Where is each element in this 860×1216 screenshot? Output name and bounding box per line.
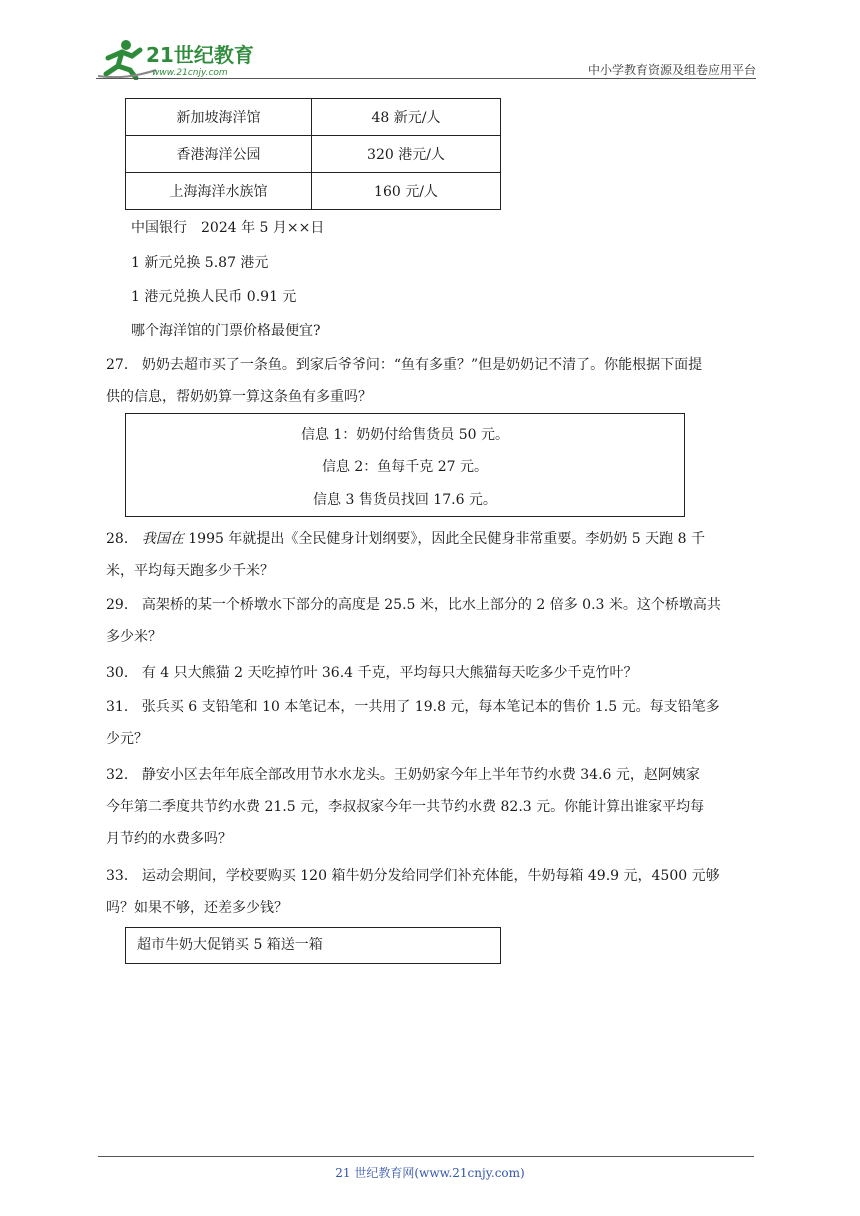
- header-platform-text: 中小学教育资源及组卷应用平台: [587, 63, 756, 77]
- question-text: 少元？: [106, 731, 148, 747]
- promo-box: 超市牛奶大促销买 5 箱送一箱: [125, 927, 501, 964]
- question-27: [106, 349, 762, 413]
- question-text: 吗？如果不够，还差多少钱？: [106, 900, 288, 916]
- question-text: 今年第二季度共节约水费 21.5 元，李叔叔家今年一共节约水费 82.3 元。你能计算出谁家平均每: [106, 799, 705, 815]
- question-number: 31．: [106, 699, 138, 715]
- question-number: 28．: [106, 531, 138, 547]
- price-cell: 160 元/人: [312, 173, 501, 210]
- question-number: 33．: [106, 868, 138, 884]
- logo-text: 21世纪教育: [146, 43, 254, 67]
- exchange-rate-1: 1 新元兑换 5.87 港元: [131, 255, 269, 271]
- header-divider: [96, 78, 756, 79]
- price-table: [125, 98, 501, 210]
- site-logo: [96, 36, 266, 80]
- venue-cell: 上海海洋水族馆: [126, 173, 312, 210]
- question-text: 运动会期间，学校要购买 120 箱牛奶分发给同学们补充体能，牛奶每箱 49.9 元，4500 元够: [141, 868, 720, 884]
- price-cell: 48 新元/人: [312, 99, 501, 136]
- venue-cell: 香港海洋公园: [126, 136, 312, 173]
- footer-link[interactable]: 21 世纪教育网(www.21cnjy.com): [335, 1166, 525, 1180]
- question-30: [106, 657, 762, 689]
- question-text: 1995 年就提出《全民健身计划纲要》，因此全民健身非常重要。李奶奶 5 天跑 8 千: [183, 531, 705, 547]
- question-text: 高架桥的某一个桥墩水下部分的高度是 25.5 米，比水上部分的 2 倍多 0.3 米。这个桥墩高共: [141, 597, 721, 613]
- question-text: 月节约的水费多吗？: [106, 831, 232, 847]
- info-line: 信息 2：鱼每千克 27 元。: [321, 459, 489, 475]
- bank-date-line: 中国银行 2024 年 5 月××日: [131, 220, 325, 236]
- question-number: 29．: [106, 597, 138, 613]
- question-28: [106, 523, 762, 587]
- table-row: [126, 136, 501, 173]
- question-text: 奶奶去超市买了一条鱼。到家后爷爷问：“鱼有多重？”但是奶奶记不清了。你能根据下面提: [141, 357, 703, 373]
- info-line: 信息 3 售货员找回 17.6 元。: [313, 492, 497, 508]
- venue-cell: 新加坡海洋馆: [126, 99, 312, 136]
- question-33: [106, 860, 762, 924]
- q26-question: 哪个海洋馆的门票价格最便宜?: [131, 323, 321, 339]
- question-31: [106, 691, 762, 755]
- question-number: 27．: [106, 357, 138, 373]
- table-row: [126, 173, 501, 210]
- footer-divider: [98, 1156, 754, 1157]
- question-32: [106, 759, 762, 855]
- question-29: [106, 589, 762, 653]
- question-text: 静安小区去年年底全部改用节水水龙头。王奶奶家今年上半年节约水费 34.6 元，赵阿姨家: [141, 767, 700, 783]
- question-text: 米，平均每天跑多少千米？: [106, 563, 274, 579]
- info-line: 信息 1：奶奶付给售货员 50 元。: [300, 427, 510, 443]
- question-number: 30．: [106, 665, 138, 681]
- info-box: [125, 413, 685, 517]
- question-number: 32．: [106, 767, 138, 783]
- question-text: 张兵买 6 支铅笔和 10 本笔记本，一共用了 19.8 元，每本笔记本的售价 1.5 元。每支铅笔多: [141, 699, 720, 715]
- question-text: 供的信息，帮奶奶算一算这条鱼有多重吗？: [106, 389, 372, 405]
- logo-url: www.21cnjy.com: [152, 68, 228, 78]
- question-text: 有 4 只大熊猫 2 天吃掉竹叶 36.4 千克，平均每只大熊猫每天吃多少千克竹叶？: [141, 665, 638, 681]
- question-text: 多少米？: [106, 629, 162, 645]
- table-row: [126, 99, 501, 136]
- exchange-rate-2: 1 港元兑换人民币 0.91 元: [131, 289, 297, 305]
- question-italic-text: 我国在: [141, 531, 184, 547]
- price-cell: 320 港元/人: [312, 136, 501, 173]
